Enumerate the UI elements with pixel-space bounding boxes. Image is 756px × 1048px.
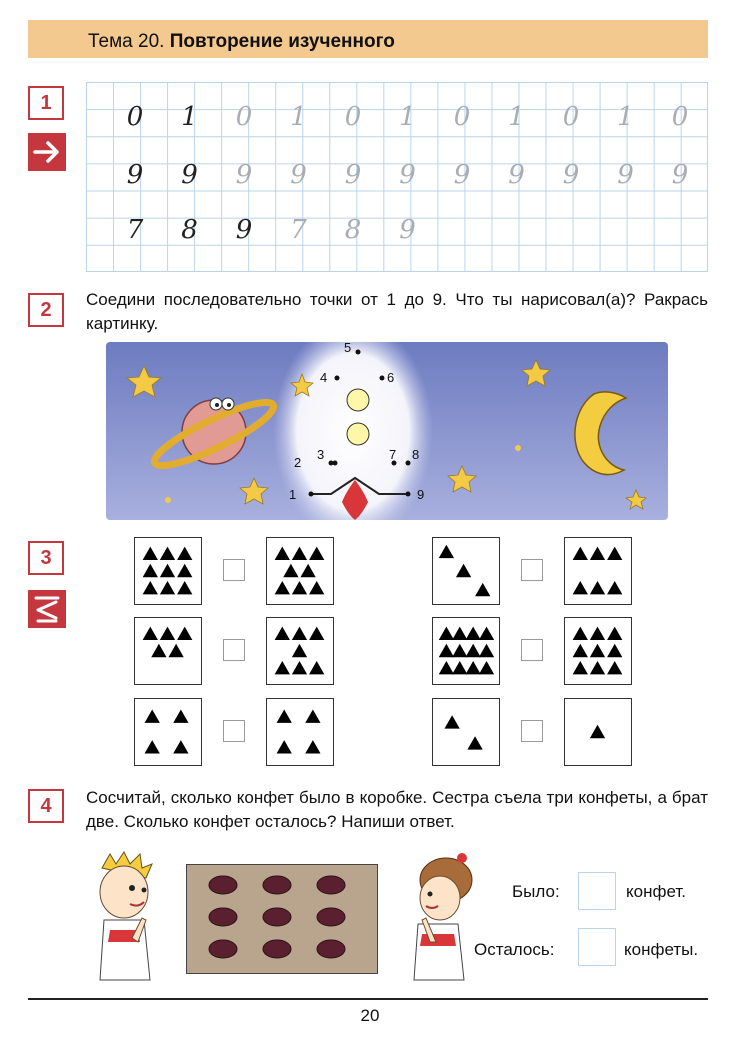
triangle-card xyxy=(266,617,334,685)
copybook-digit: 1 xyxy=(399,102,416,132)
triangle-card xyxy=(266,698,334,766)
compare-answer-box[interactable] xyxy=(521,720,543,742)
compare-answer-box[interactable] xyxy=(521,559,543,581)
copybook-digit: 9 xyxy=(562,160,580,190)
dot-label-6: 6 xyxy=(387,370,395,385)
triangle-card xyxy=(134,617,202,685)
copybook-digit: 9 xyxy=(290,160,307,190)
was-unit: конфет. xyxy=(626,882,686,901)
task-3-number: 3 xyxy=(28,541,64,575)
dot-label-9: 9 xyxy=(417,487,425,502)
copybook-digit: 9 xyxy=(399,215,416,245)
copybook-digit: 1 xyxy=(290,102,307,132)
dot-label-4: 4 xyxy=(320,370,328,385)
copybook-digit: 7 xyxy=(290,215,307,245)
compare-answer-box[interactable] xyxy=(223,559,245,581)
triangle-card xyxy=(432,537,500,605)
copybook-digit: 9 xyxy=(617,160,634,190)
copybook-digit: 9 xyxy=(344,160,362,190)
copybook-digit: 0 xyxy=(126,102,144,132)
copybook-digit: 0 xyxy=(671,102,689,132)
copybook-digit: 0 xyxy=(453,102,471,132)
compare-answer-box[interactable] xyxy=(223,639,245,661)
arrow-right-icon xyxy=(28,133,66,171)
copybook-digit: 9 xyxy=(126,160,144,190)
task-1-number: 1 xyxy=(28,86,64,120)
triangle-card xyxy=(564,537,632,605)
was-label: Было: xyxy=(512,882,560,901)
copybook-digit: 1 xyxy=(508,102,525,132)
triangle-card xyxy=(134,537,202,605)
triangle-card xyxy=(432,617,500,685)
topic-title-bold: Повторение изученного xyxy=(169,31,395,52)
copybook-digit: 9 xyxy=(235,160,253,190)
dot-label-2: 2 xyxy=(294,455,302,470)
dot-label-8: 8 xyxy=(412,447,420,462)
triangle-card xyxy=(564,617,632,685)
left-unit: конфеты. xyxy=(624,940,699,959)
left-answer-box[interactable] xyxy=(578,928,616,966)
was-answer-box[interactable] xyxy=(578,872,616,910)
copybook-digit: 7 xyxy=(126,215,144,245)
copybook-digit: 9 xyxy=(453,160,471,190)
left-label: Осталось: xyxy=(474,940,555,959)
copybook-digit: 0 xyxy=(235,102,253,132)
task-4-number: 4 xyxy=(28,789,64,823)
candy-box xyxy=(186,864,378,974)
boy-illustration xyxy=(80,850,170,995)
dot-label-1: 1 xyxy=(289,487,297,502)
copybook-digit: 1 xyxy=(617,102,634,132)
dot-label-5: 5 xyxy=(344,342,352,355)
triangle-card xyxy=(266,537,334,605)
dot-label-3: 3 xyxy=(317,447,325,462)
dot-label-7: 7 xyxy=(389,447,397,462)
copybook-digit: 8 xyxy=(181,215,198,245)
compare-answer-box[interactable] xyxy=(223,720,245,742)
compare-answer-box[interactable] xyxy=(521,639,543,661)
topic-title: Тема 20. Повторение изученного xyxy=(88,31,395,52)
copybook-digit: 1 xyxy=(181,102,198,132)
copybook-digit: 9 xyxy=(235,215,253,245)
task-2-number: 2 xyxy=(28,293,64,327)
triangle-card xyxy=(564,698,632,766)
copybook-digit: 9 xyxy=(671,160,689,190)
page-number: 20 xyxy=(360,1006,380,1025)
copybook-digit: 9 xyxy=(399,160,416,190)
triangle-card xyxy=(134,698,202,766)
triangle-card xyxy=(432,698,500,766)
space-picture xyxy=(106,342,668,520)
task-4-text: Сосчитай, сколько конфет было в коробке. Сестра съела три конфеты, а брат две. Сколько конфет осталось? Напиши ответ. xyxy=(86,788,708,831)
compare-sign-icon xyxy=(28,590,66,628)
copybook-digit: 9 xyxy=(181,160,198,190)
task-2-text: Соедини последовательно точки от 1 до 9. Что ты нарисовал(а)? Ракрась картинку. xyxy=(86,290,708,333)
copybook-digit: 9 xyxy=(508,160,525,190)
copybook-digit: 0 xyxy=(562,102,580,132)
copybook-digit: 0 xyxy=(344,102,362,132)
girl-illustration xyxy=(400,850,480,995)
copybook-digit: 8 xyxy=(344,215,362,245)
footer-rule xyxy=(28,998,708,1000)
